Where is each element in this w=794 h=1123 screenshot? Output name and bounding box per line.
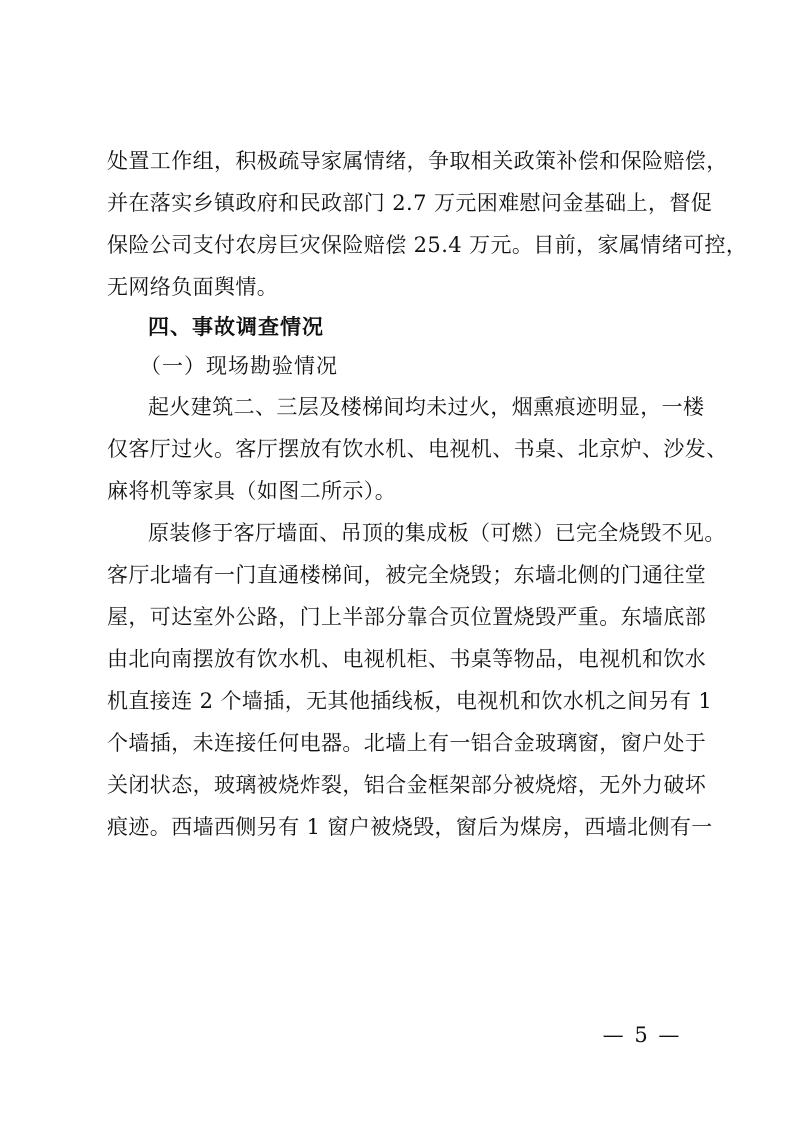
- page-number: — 5 —: [602, 1023, 682, 1047]
- paragraph-1-line-2: 并在落实乡镇政府和民政部门 2.7 万元困难慰问金基础上，督促: [107, 191, 713, 215]
- paragraph-3-line-2: 客厅北墙有一门直通楼梯间，被完全烧毁；东墙北侧的门通往堂: [107, 563, 707, 587]
- paragraph-1-line-4: 无网络负面舆情。: [107, 275, 279, 299]
- paragraph-3-line-4: 由北向南摆放有饮水机、电视机柜、书桌等物品，电视机和饮水: [107, 647, 707, 671]
- paragraph-3-line-7: 关闭状态，玻璃被烧炸裂，铝合金框架部分被烧熔，无外力破坏: [107, 773, 707, 797]
- paragraph-3-line-3: 屋，可达室外公路，门上半部分靠合页位置烧毁严重。东墙底部: [107, 605, 707, 629]
- paragraph-1-line-3: 保险公司支付农房巨灾保险赔偿 25.4 万元。目前，家属情绪可控，: [107, 233, 748, 257]
- paragraph-2-line-2: 仅客厅过火。客厅摆放有饮水机、电视机、书桌、北京炉、沙发、: [107, 437, 728, 461]
- paragraph-2-line-3: 麻将机等家具（如图二所示）。: [107, 479, 397, 503]
- paragraph-3-line-8: 痕迹。西墙西侧另有 1 窗户被烧毁，窗后为煤房，西墙北侧有一: [107, 815, 713, 839]
- subsection-heading: （一）现场勘验情况: [140, 354, 338, 378]
- section-heading: 四、事故调查情况: [148, 315, 324, 339]
- paragraph-3-line-1: 原装修于客厅墙面、吊顶的集成板（可燃）已完全烧毁不见。: [148, 521, 726, 545]
- paragraph-1-line-1: 处置工作组，积极疏导家属情绪，争取相关政策补偿和保险赔偿，: [107, 149, 728, 173]
- paragraph-2-line-1: 起火建筑二、三层及楼梯间均未过火，烟熏痕迹明显，一楼: [148, 395, 705, 419]
- paragraph-3-line-5: 机直接连 2 个墙插，无其他插线板，电视机和饮水机之间另有 1: [107, 689, 713, 713]
- paragraph-3-line-6: 个墙插，未连接任何电器。北墙上有一铝合金玻璃窗，窗户处于: [107, 731, 707, 755]
